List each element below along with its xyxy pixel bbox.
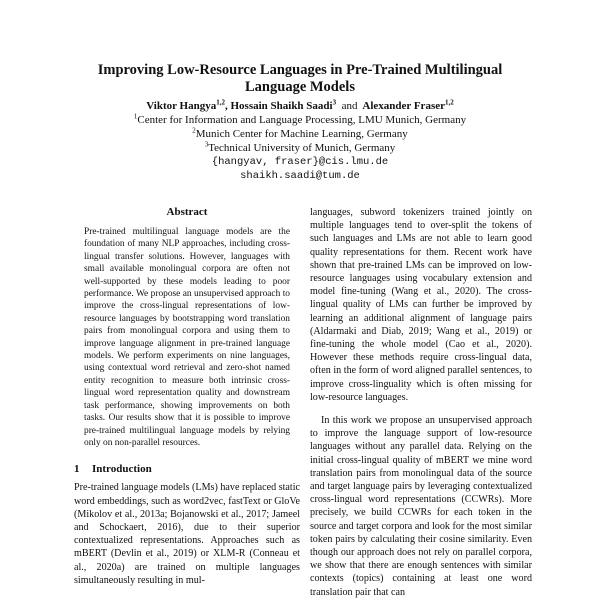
author-affiliation-mark: 1,2 <box>445 98 454 107</box>
author-name: Viktor Hangya <box>146 100 217 112</box>
author-block <box>60 99 540 183</box>
body-paragraph: In this work we propose an unsupervised approach to improve the language support of low-resource languages without any parallel data. Relying on the initial cross-lingual quality of mBERT we mine word translation pairs from monolingual data of the source and target language pairs by leveraging contextualized cross-lingual word representations (CCWRs). More precisely, we build CCWRs for each token in the source and target corpora and look for the most similar token pairs by calculating their cosine similarity. Even though our approach does not rely on parallel corpora, we show that there are enough sentences with similar contexts (topics) containing at least one word translation pair that can <box>310 415 532 598</box>
author-names: Viktor Hangya$^{1,2}$, Hossain Shaikh Saadi$^3$ and Alexander Fraser$^{1,2}$ <box>146 98 454 112</box>
affiliation: $^3$Technical University of Munich, Germany <box>204 140 396 154</box>
author-name: Hossain Shaikh Saadi <box>230 100 333 112</box>
body-paragraph: languages, subword tokenizers trained jointly on multiple languages tend to over-split the tokens of such languages and LMs are not able to learn good quality representations for them. Recent work have shown that pre-trained LMs can be improved on low-resource languages using vocabulary extension and model fine-tuning (Wang et al., 2020). The cross-lingual quality of LMs can further be improved by learning an additional alignment of language pairs (Aldarmaki and Diab, 2019; Wang et al., 2019) or fine-tuning the whole model (Cao et al., 2020). However these methods require cross-lingual data, often in the form of word aligned parallel sentences, to improve cross-linguality which is often missing for low-resource languages. <box>310 207 532 403</box>
email: {hangyav, fraser}@cis.lmu.de <box>211 156 389 168</box>
section-title: Introduction <box>92 463 152 476</box>
author-name: Alexander Fraser <box>362 100 445 112</box>
right-column <box>310 206 532 599</box>
paper-title <box>90 62 510 96</box>
author-affiliation-mark: 3 <box>332 98 337 107</box>
intro-paragraph: Pre-trained language models (LMs) have replaced static word embeddings, such as word2vec, fastText or GloVe (Mikolov et al., 2013a; Bojanowski et al., 2017; Jameel and Schockaert, 2016), due to their superior contextualized representations. Approaches such as mBERT (Devlin et al., 2019) or XLM-R (Conneau et al., 2020a) are trained on multiple languages simultaneously resulting in mul- <box>74 482 300 586</box>
title-line-2: Language Models <box>245 79 355 95</box>
title-line-1: Improving Low-Resource Languages in Pre-Trained Multilingual <box>97 62 503 78</box>
author-and: and <box>341 100 358 112</box>
author-affiliation-mark: 1,2 <box>216 98 225 107</box>
left-column <box>74 206 300 587</box>
abstract-heading: Abstract <box>166 206 208 218</box>
section-number: 1 <box>74 463 80 476</box>
email: shaikh.saadi@tum.de <box>240 170 360 182</box>
section-heading-introduction <box>74 463 300 475</box>
abstract-text: Pre-trained multilingual language models are the foundation of many NLP approaches, including cross-lingual transfer solutions. However, languages with small available monolingual corpora are often not well-supported by these models leading to poor performance. We propose an unsupervised approach to improve the cross-lingual representations of low-resource languages by bootstrapping word translation pairs from monolingual corpora and using them to improve language alignment in pre-trained language models. We perform experiments on nine languages, using contextual word retrieval and zero-shot named entity recognition to measure both intrinsic cross-lingual word representation quality and downstream task performance, showing improvements on both tasks. Our results show that it is possible to improve pre-trained multilingual language models by relying only on non-parallel resources. <box>84 227 290 448</box>
affiliation: $^2$Munich Center for Machine Learning, Germany <box>192 126 408 140</box>
affiliation: $^1$Center for Information and Language Processing, LMU Munich, Germany <box>133 112 467 126</box>
